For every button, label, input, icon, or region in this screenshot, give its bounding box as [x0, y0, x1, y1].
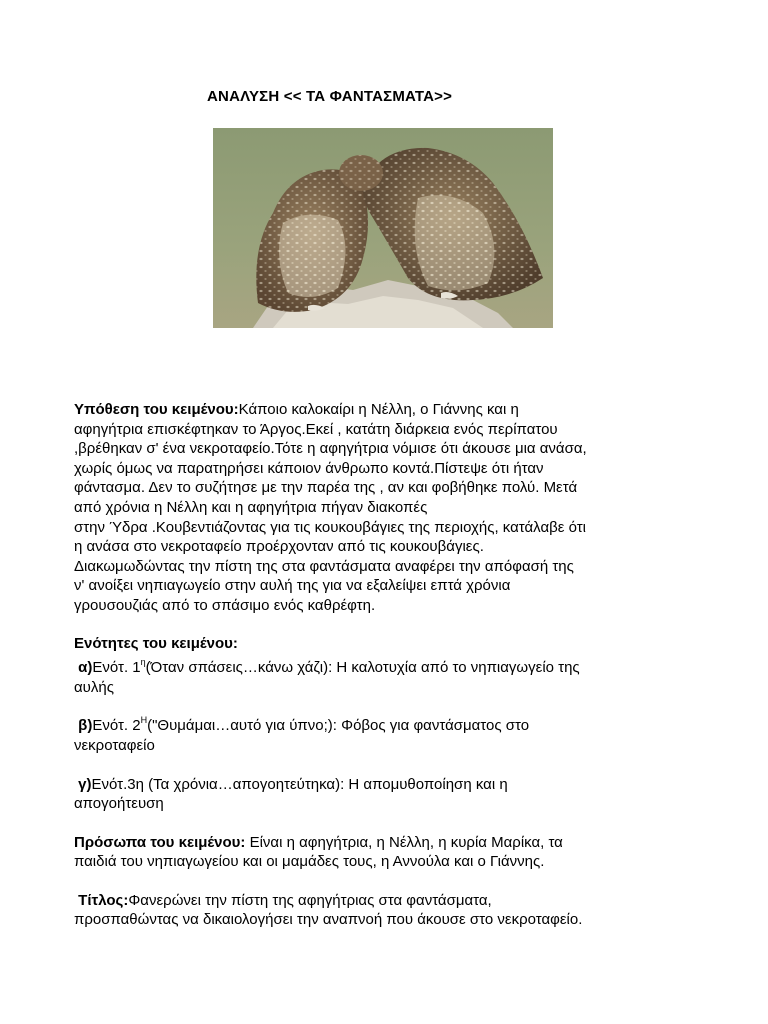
hypothesis-line-6: από χρόνια η Νέλλη και η αφηγήτρια πήγαν διακοπές [74, 498, 428, 516]
hypothesis-line-9: Διακωμωδώντας την πίστη της στα φαντάσματα αναφέρει την απόφασή της [74, 557, 574, 575]
section-a-line-1: α)Ενότ. $1^\eta(Ό\tau\alpha\nu$ σπάσεις…κάνω χάζι): Η καλοτυχία από το νηπιαγωγείο της [78, 657, 580, 677]
document-body [74, 400, 696, 930]
section-a-line-2: αυλής [74, 678, 114, 696]
owls-photo [213, 128, 553, 328]
hypothesis-line-11: γρουσουζιάς από το σπάσιμο ενός καθρέφτη. [74, 596, 376, 614]
document-title: ΑΝΑΛΥΣΗ << ΤΑ ΦΑΝΤΑΣΜΑΤΑ>> [207, 88, 453, 105]
section-b-line-2: νεκροταφείο [74, 736, 155, 754]
hypothesis-line-4: χωρίς όμως να παρατηρήσει κάποιον άνθρωπο κοντά.Πίστεψε ότι ήταν [74, 459, 544, 477]
hypothesis-label: Υπόθεση του κειμένου: [74, 401, 239, 418]
sections-heading: Ενότητες του κειμένου: [74, 634, 238, 652]
hypothesis-line-5: φάντασμα. Δεν το συζήτησε με την παρέα της , αν και φοβήθηκε πολύ. Μετά [74, 479, 578, 497]
section-b-line-1: β)Ενότ. $2^H("\Theta\upsilon\mu ά\mu\alpha\iota\dots\alpha\upsilon\tau ό$ για ύπνο;): Φόβος για φαντάσματος στο [78, 715, 530, 735]
persons-label: Πρόσωπα του κειμένου: [74, 833, 246, 851]
titlesec-line-2: προσπαθώντας να δικαιολογήσει την αναπνοή που άκουσε στο νεκροταφείο. [74, 911, 583, 929]
titlesec-label: Τίτλος: [78, 891, 129, 909]
titlesec-line-1: Τίτλος:Φανερώνει την πίστη της αφηγήτριας στα φαντάσματα, [78, 891, 492, 909]
hypothesis-line-8: η ανάσα στο νεκροταφείο προέρχονταν από τις κουκουβάγιες. [74, 538, 484, 556]
persons-line-2: παιδιά του νηπιαγωγείου και οι μαμάδες τους, η Αννούλα και ο Γιάννης. [74, 853, 545, 871]
hypothesis-line-7: στην Ύδρα .Κουβεντιάζοντας για τις κουκουβάγιες της περιοχής, κατάλαβε ότι [74, 518, 586, 536]
section-c-line-1: γ)Ενότ.3η (Τα χρόνια…απογοητεύτηκα): Η απομυθοποίηση και η [78, 775, 508, 793]
section-c-line-2: απογοήτευση [74, 795, 164, 813]
hypothesis-line-10: ν' ανοίξει νηπιαγωγείο στην αυλή της για να εξαλείψει επτά χρόνια [74, 577, 511, 595]
persons-line-1: Πρόσωπα του κειμένου: Είναι η αφηγήτρια, η Νέλλη, η κυρία Μαρίκα, τα [74, 833, 563, 851]
hypothesis-line-2: αφηγήτρια επισκέφτηκαν το Άργος.Εκεί , κατάτη διάρκεια ενός περίπατου [74, 420, 558, 438]
hypothesis-line-3: ,βρέθηκαν σ' ένα νεκροταφείο.Τότε η αφηγήτρια νόμισε ότι άκουσε μια ανάσα, [74, 440, 587, 458]
hypothesis-line-1: Υπόθεση του κειμένου:Κάποιο καλοκαίρι η Νέλλη, ο Γιάννης και η [74, 401, 519, 418]
